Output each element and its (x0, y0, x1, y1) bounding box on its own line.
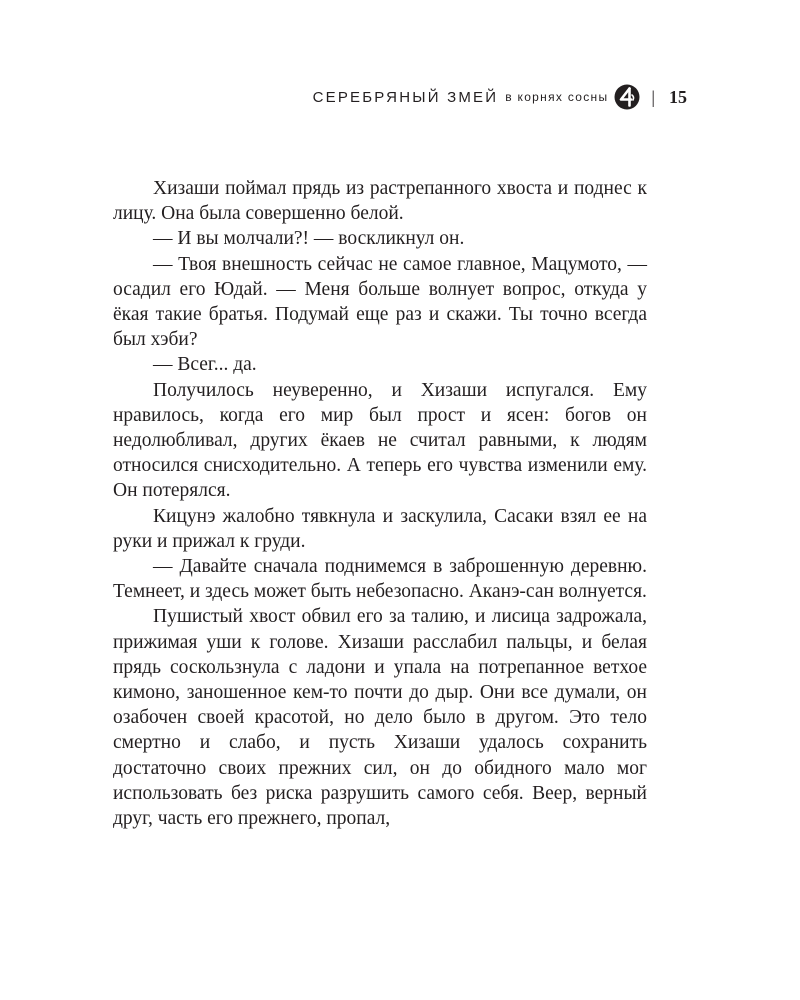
book-subtitle: в корнях сосны (505, 90, 609, 104)
body-text (113, 176, 647, 831)
paragraph: Получилось неуверенно, и Хизаши испугался. Ему нравилось, когда его мир был прост и ясен: богов он недолюбливал, других ёкаев не считал равными, к людям относился снисходительно. А теперь его чувства изменили ему. Он потерялся. (113, 379, 647, 502)
header-separator: | (651, 86, 655, 107)
paragraph: — И вы молчали?! — воскликнул он. (153, 228, 465, 250)
paragraph: Кицунэ жалобно тявкнула и заскулила, Сасаки взял ее на руки и прижал к груди. (113, 505, 647, 552)
paragraph: — Давайте сначала поднимемся в заброшенную деревню. Темнеет, и здесь может быть небезопасно. Аканэ-сан волнуется. (113, 556, 647, 603)
paragraph: Хизаши поймал прядь из растрепанного хвоста и поднес к лицу. Она была совершенно белой. (113, 178, 647, 225)
series-emblem-icon (614, 84, 640, 110)
paragraph: — Твоя внешность сейчас не самое главное, Мацумото, — осадил его Юдай. — Меня больше волнует вопрос, откуда у ёкая такие братья. Подумай еще раз и скажи. Ты точно всегда был хэби? (113, 253, 647, 351)
page-number: 15 (669, 86, 687, 107)
running-head (313, 84, 687, 110)
paragraph: Пушистый хвост обвил его за талию, и лисица задрожала, прижимая уши к голове. Хизаши расслабил пальцы, и белая прядь соскользнула с ладони и упала на потрепанное ветхое кимоно, заношенное кем-то почти до дыр. Они все думали, он озабочен своей красотой, но дело было в другом. Это тело смертно и слабо, и пусть Хизаши удалось сохранить достаточно своих прежних сил, он до обидного мало мог использовать без риска разрушить самого себя. Веер, верный друг, часть его прежнего, пропал, (113, 606, 647, 830)
paragraph: — Всег... да. (153, 354, 257, 376)
book-title: СЕРЕБРЯНЫЙ ЗМЕЙ (312, 88, 499, 106)
